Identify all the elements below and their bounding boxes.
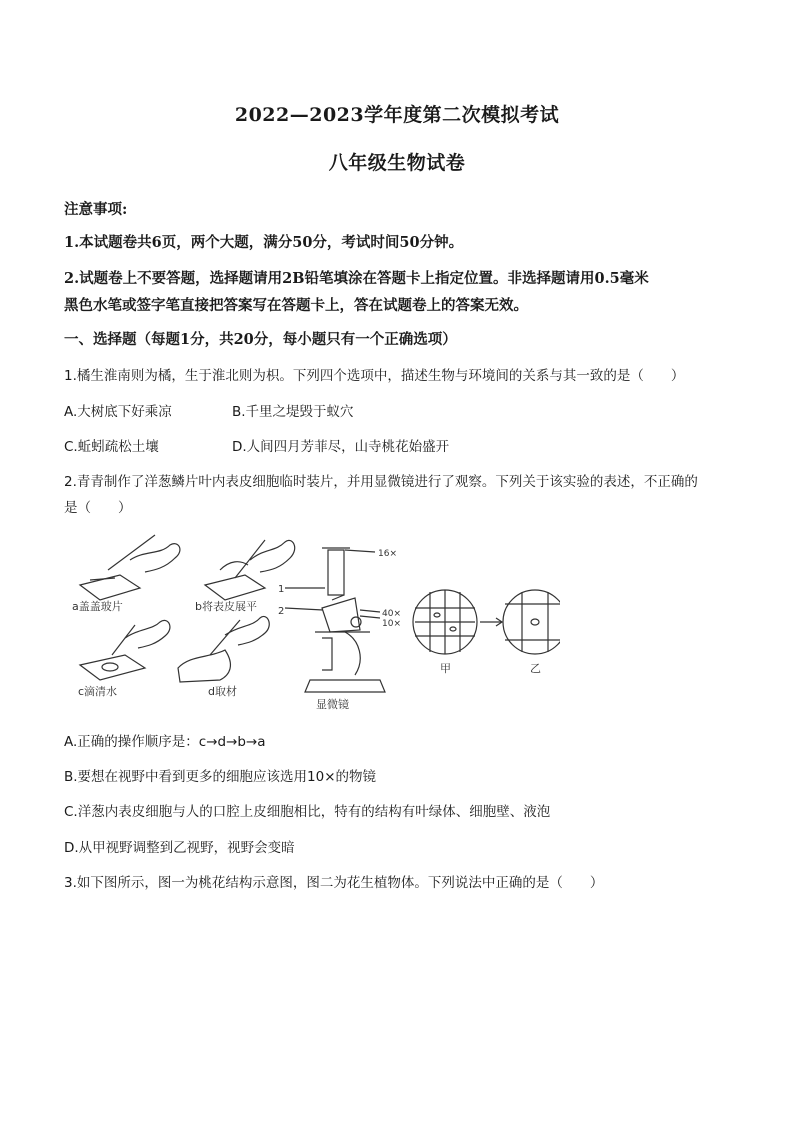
view-yi-illustration	[503, 590, 560, 654]
mark-10x: 10×	[382, 619, 401, 629]
view-jia-illustration	[413, 590, 477, 654]
question-1-option-d: D.人间四月芳菲尽，山寺桃花始盛开	[232, 439, 450, 455]
mark-1: 1	[278, 584, 285, 595]
mark-40x: 40×	[382, 609, 401, 619]
question-2-option-c: C.洋葱内表皮细胞与人的口腔上皮细胞相比，特有的结构有叶绿体、细胞壁、液泡	[64, 804, 551, 820]
question-2-option-a: A.正确的操作顺序是：c→d→b→a	[64, 734, 266, 750]
exam-title: 2022—2023学年度第二次模拟考试	[234, 104, 560, 126]
step-d-illustration	[178, 616, 269, 682]
label-step-c: c滴清水	[78, 685, 118, 698]
step-c-illustration	[80, 620, 170, 680]
step-a-illustration	[80, 535, 180, 600]
label-jia: 甲	[440, 662, 451, 675]
label-yi: 乙	[530, 662, 541, 675]
exam-subtitle: 八年级生物试卷	[328, 152, 466, 174]
microscope-illustration	[285, 548, 385, 692]
notes-item-2-line-2: 黑色水笔或签字笔直接把答案写在答题卡上，答在试题卷上的答案无效。	[64, 297, 528, 314]
label-step-a: a盖盖玻片	[72, 600, 123, 613]
mark-2: 2	[278, 606, 285, 617]
question-2-stem-line-2: 是（ ）	[64, 500, 132, 516]
question-2-option-d: D.从甲视野调整到乙视野，视野会变暗	[64, 840, 295, 856]
label-step-d: d取材	[208, 685, 237, 698]
question-2-option-b: B.要想在视野中看到更多的细胞应该选用10×的物镜	[64, 769, 377, 785]
notes-item-2-line-1: 2.试题卷上不要答题，选择题请用2B铅笔填涂在答题卡上指定位置。非选择题请用0.5毫米	[64, 270, 649, 287]
notes-item-1: 1.本试题卷共6页，两个大题，满分50分，考试时间50分钟。	[64, 234, 464, 251]
question-2-stem-line-1: 2.青青制作了洋葱鳞片叶内表皮细胞临时装片，并用显微镜进行了观察。下列关于该实验的表述，不正确的	[64, 474, 698, 490]
label-step-b: b将表皮展平	[195, 600, 257, 613]
question-1-option-a: A.大树底下好乘凉	[64, 404, 172, 420]
mark-16x: 16×	[378, 549, 397, 559]
question-1-stem: 1.橘生淮南则为橘，生于淮北则为枳。下列四个选项中，描述生物与环境间的关系与其一致的是（ ）	[64, 368, 685, 384]
question-3-stem: 3.如下图所示，图一为桃花结构示意图，图二为花生植物体。下列说法中正确的是（ ）	[64, 875, 604, 891]
label-microscope: 显微镜	[316, 698, 349, 710]
slide-preparation-figure	[60, 530, 560, 710]
question-1-option-b: B.千里之堤毁于蚁穴	[232, 404, 354, 420]
section-heading: 一、选择题（每题1分，共20分，每小题只有一个正确选项）	[64, 331, 457, 348]
notes-heading: 注意事项:	[64, 201, 128, 218]
question-1-option-c: C.蚯蚓疏松土壤	[64, 439, 159, 455]
